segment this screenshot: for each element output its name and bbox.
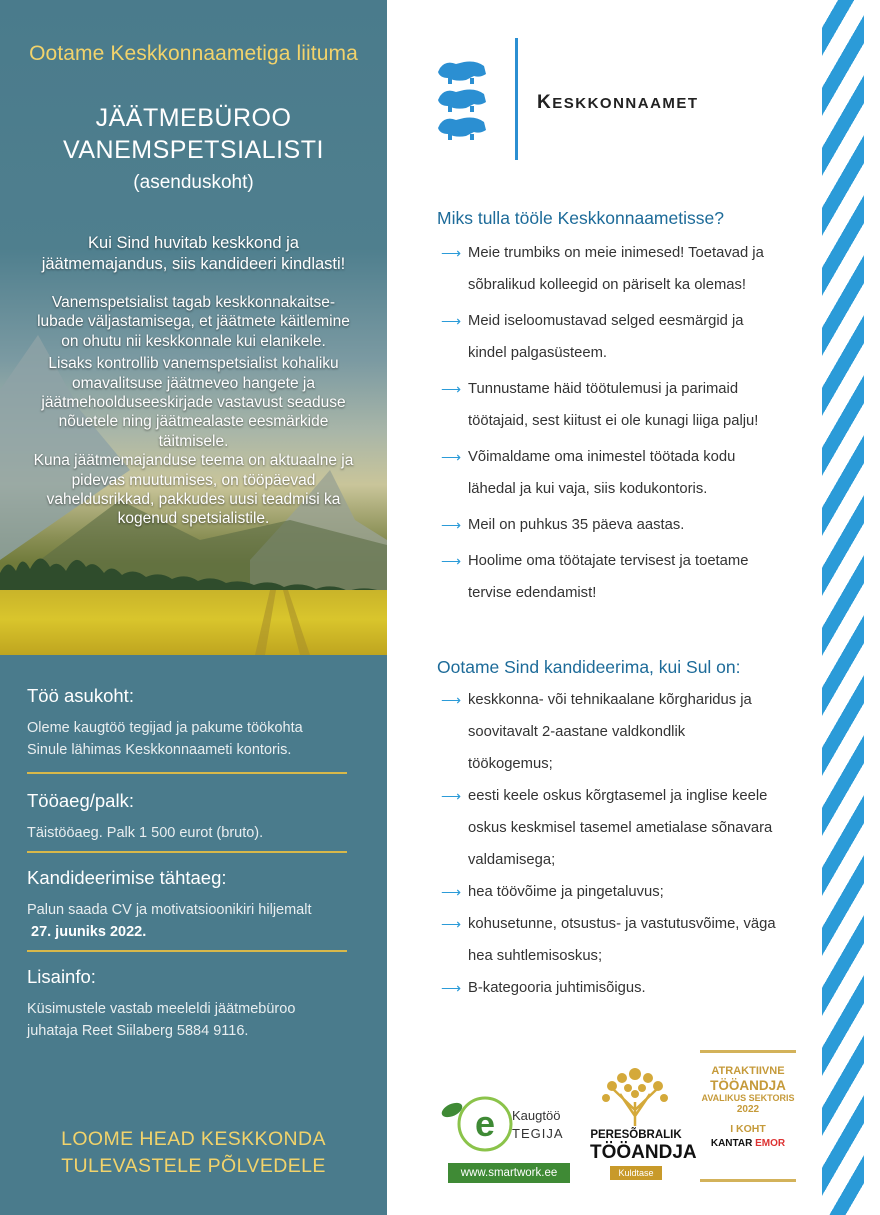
description-line: jäätmehoolduseeskirjade vastavust seaduse (41, 394, 346, 412)
arrow-right-icon: ⟶ (441, 449, 462, 465)
job-description (0, 293, 387, 529)
list-item: ⟶ Tunnustame häid töötulemusi ja parimaid töötajaid, sest kiitust ei ole kunagi liiga palju! (441, 373, 801, 437)
salary-section (27, 790, 347, 844)
description-line: omavalitsuse jäätmeveo hangete ja (72, 374, 315, 392)
kaugtoo-text: Kaugtöö TEGIJA (512, 1108, 564, 1141)
salary-title: Tööaeg/palk: (27, 790, 134, 811)
description-line: lubade väljastamisega, et jäätmete käitlemine (37, 313, 350, 331)
list-item: ⟶ Meil on puhkus 35 päeva aastas. (441, 509, 801, 541)
list-item: ⟶ keskkonna- või tehnikaalane kõrgharidus ja soovitavalt 2-aastane valdkondlik töökogemus; (441, 684, 801, 780)
description-line: kogenud spetsialistile. (117, 510, 270, 528)
list-item: ⟶ Meid iseloomustavad selged eesmärgid ja kindel palgasüsteem. (441, 305, 801, 369)
intro-line: jäätmemajandus, siis kandideeri kindlasti! (41, 255, 346, 273)
slogan-line: TULEVASTELE PÕLVEDELE (61, 1155, 326, 1177)
description-line: Vanemspetsialist tagab keskkonnakaitse- (51, 294, 336, 311)
intro-line: Kui Sind huvitab keskkond ja (88, 234, 299, 252)
why-title: Miks tulla tööle Keskkonnaametisse? (437, 208, 724, 228)
more-info-text: Küsimustele vastab meeleldi jäätmebüroo juhataja Reet Siilaberg 5884 9116. (27, 1001, 296, 1039)
list-item: ⟶ hea töövõime ja pingetaluvus; (441, 876, 801, 908)
description-line: Kuna jäätmemajanduse teema on aktuaalne ja (33, 452, 354, 470)
three-lions-icon (436, 58, 490, 142)
deadline-title: Kandideerimise tähtaeg: (27, 867, 227, 888)
divider (27, 772, 347, 774)
arrow-right-icon: ⟶ (441, 245, 462, 261)
job-title-line2: VANEMSPETSIALISTI (63, 136, 324, 164)
deadline-text: Palun saada CV ja motivatsioonikiri hiljemalt 27. juuniks 2022. (27, 902, 312, 940)
deadline-date: 27. juuniks 2022. (31, 924, 147, 940)
requirements-list (441, 684, 801, 1004)
arrow-right-icon: ⟶ (441, 980, 462, 996)
svg-text:e: e (474, 1103, 496, 1144)
arrow-right-icon: ⟶ (441, 553, 462, 569)
invite-text: Ootame Keskkonnaametiga liituma (29, 42, 358, 65)
job-title (0, 102, 387, 166)
striped-border (822, 0, 864, 1215)
atraktiivne-tooandja-badge: ATRAKTIIVNE TÖÖANDJA AVALIKUS SEKTORIS 2022 I KOHT KANTAR EMOR (700, 1050, 796, 1182)
location-title: Töö asukoht: (27, 685, 134, 706)
more-info-title: Lisainfo: (27, 966, 96, 987)
peresobralik-label: PERESÕBRALIK (590, 1129, 682, 1141)
why-list (441, 237, 801, 613)
description-line: vaheldusrikkad, pakkudes uusi teadmisi ka (46, 491, 341, 509)
list-item: ⟶ eesti keele oskus kõrgtasemel ja inglise keele oskus keskmisel tasemel ametialase sõnavara valdamisega; (441, 780, 801, 876)
arrow-right-icon: ⟶ (441, 517, 462, 533)
job-subtitle: (asenduskoht) (133, 172, 254, 193)
arrow-right-icon: ⟶ (441, 884, 462, 900)
left-panel (0, 0, 387, 1215)
slogan-line: LOOME HEAD KESKKONDA (61, 1128, 326, 1150)
description-line: on ohutu nii keskkonnale kui elanikele. (61, 332, 326, 350)
kuldtase-label: Kuldtase (610, 1166, 662, 1180)
arrow-right-icon: ⟶ (441, 692, 462, 708)
arrow-right-icon: ⟶ (441, 916, 462, 932)
job-title-line1: JÄÄTMEBÜROO (95, 104, 292, 132)
divider (27, 851, 347, 853)
intro-text (0, 233, 387, 275)
list-item: ⟶ B-kategooria juhtimisõigus. (441, 972, 801, 1004)
arrow-right-icon: ⟶ (441, 313, 462, 329)
arrow-right-icon: ⟶ (441, 381, 462, 397)
list-item: ⟶ Hoolime oma töötajate tervisest ja toetame tervise edendamist! (441, 545, 801, 609)
list-item: ⟶ kohusetunne, otsustus- ja vastutusvõime, väga hea suhtlemisoskus; (441, 908, 801, 972)
list-item: ⟶ Meie trumbiks on meie inimesed! Toetavad ja sõbralikud kolleegid on päriselt ka olemas! (441, 237, 801, 301)
divider (27, 950, 347, 952)
description-line: nõuetele ning jäätmealaste eesmärkide (58, 413, 329, 431)
location-text: Oleme kaugtöö tegijad ja pakume töökohta Sinule lähimas Keskkonnaameti kontoris. (27, 720, 303, 758)
salary-text: Täistööaeg. Palk 1 500 eurot (bruto). (27, 825, 264, 841)
logo-wordmark: KESKKONNAAMET (537, 92, 699, 113)
list-item: ⟶ Võimaldame oma inimestel töötada kodu lähedal ja kui vaja, siis kodukontoris. (441, 441, 801, 505)
description-line: Lisaks kontrollib vanemspetsialist kohaliku (48, 355, 339, 373)
more-info-section (27, 966, 347, 1042)
arrow-right-icon: ⟶ (441, 788, 462, 804)
slogan (0, 1126, 387, 1180)
deadline-section (27, 867, 347, 943)
kaugtoo-url: www.smartwork.ee (448, 1163, 570, 1183)
location-section (27, 685, 347, 761)
logo-divider (515, 38, 518, 160)
description-line: täitmisele. (158, 432, 229, 450)
requirements-title: Ootame Sind kandideerima, kui Sul on: (437, 657, 741, 677)
tooandja-label: TÖÖANDJA (590, 1142, 697, 1163)
description-line: pidevas muutumises, on tööpäevad (71, 471, 316, 489)
